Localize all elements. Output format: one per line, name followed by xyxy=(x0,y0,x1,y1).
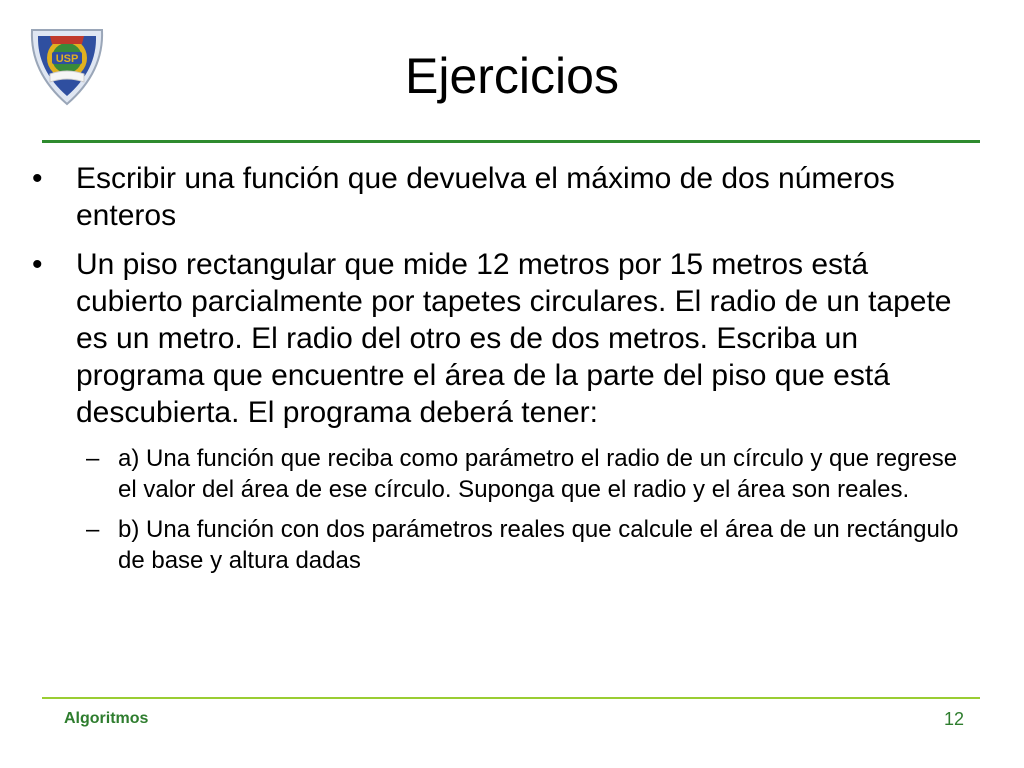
bullet-text: Escribir una función que devuelva el máximo de dos números enteros xyxy=(76,162,895,232)
logo-text: USP xyxy=(55,53,79,65)
usp-logo xyxy=(22,22,112,108)
slide-number: 12 xyxy=(943,709,964,729)
footer-course-name: Algoritmos xyxy=(64,710,149,727)
sub-bullet-text: b) Una función con dos parámetros reales que calcule el área de un rectángulo de base y altura dadas xyxy=(118,516,959,574)
bullet-item xyxy=(30,160,990,234)
sub-bullet-item xyxy=(86,443,990,505)
bullet-item xyxy=(30,246,990,431)
dash-marker: – xyxy=(86,445,100,472)
slide-title: Ejercicios xyxy=(405,48,619,104)
sub-bullet-text: a) Una función que reciba como parámetro el radio de un círculo y que regrese el valor del área de ese círculo. Suponga que el radio y el área son reales. xyxy=(118,445,958,503)
dash-marker: – xyxy=(86,516,100,543)
bullet-marker: • xyxy=(32,248,43,281)
sub-bullet-item xyxy=(86,514,990,576)
slide-content xyxy=(30,160,990,585)
title-divider xyxy=(42,140,980,143)
bullet-marker: • xyxy=(32,162,43,195)
bullet-text: Un piso rectangular que mide 12 metros por 15 metros está cubierto parcialmente por tapetes circulares. El radio de un tapete es un metro. El radio del otro es de dos metros. Escriba un programa que encuentre el área de la parte del piso que está descubierta. El programa deberá tener: xyxy=(76,248,952,429)
footer-divider xyxy=(42,697,980,699)
